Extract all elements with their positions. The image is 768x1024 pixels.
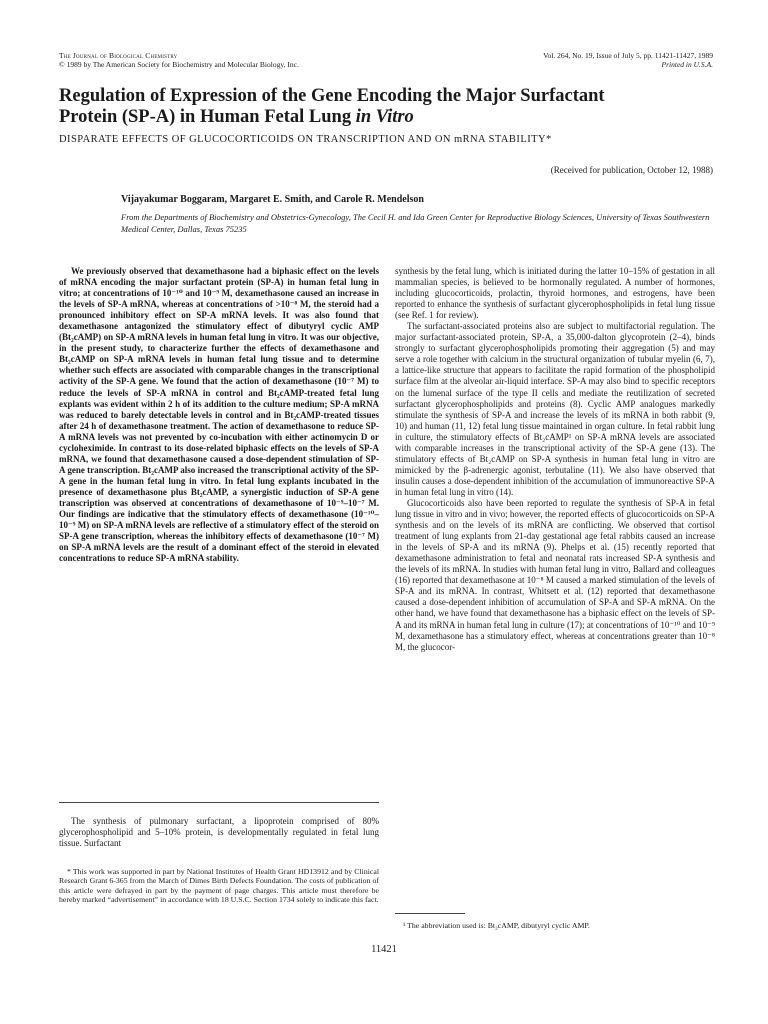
footnote-divider [395, 913, 465, 914]
volume-issue-pages: Vol. 264, No. 19, Issue of July 5, pp. 11421-11427, 1989 [543, 51, 713, 60]
body-paragraph-1: synthesis by the fetal lung, which is initiated during the latter 10–15% of gestation in all mammalian species, is believed to be hormonally regulated. A number of hormones, including glucocorticoids, prolactin, thyroid hormones, and estrogens, have been reported to enhance the synthesis of surfactant glycerophospholipids in fetal lung tissue (see Ref. 1 for review). [395, 266, 715, 321]
page-number: 11421 [371, 944, 397, 955]
received-date: (Received for publication, October 12, 1988) [550, 165, 713, 175]
abstract: We previously observed that dexamethasone had a biphasic effect on the levels of mRNA encoding the major surfactant protein (SP-A) in human fetal lung in vitro; at concentrations of 10⁻¹⁰ and 10⁻⁹ M, dexamethasone caused an increase in the levels of SP-A mRNA, whereas at concentrations of >10⁻⁸ M, the steroid had a pronounced inhibitory effect on SP-A mRNA levels. It was also found that dexamethasone antagonized the stimulatory effect of dibutyryl cyclic AMP (Bt₂cAMP) on SP-A mRNA levels in human fetal lung in vitro. It was our objective, in the present study, to characterize further the effects of dexamethasone and Bt₂cAMP on SP-A mRNA levels in human fetal lung tissue and to determine whether such effects are associated with comparable changes in the transcriptional activity of the SP-A gene. We found that the action of dexamethasone (10⁻⁷ M) to reduce the levels of SP-A mRNA in control and Bt₂cAMP-treated fetal lung explants was evident within 2 h of its addition to the culture medium; SP-A mRNA was reduced to barely detectable levels in control and in Bt₂cAMP-treated tissues after 24 h of dexamethasone treatment. The action of dexamethasone to reduce SP-A mRNA levels was not prevented by co-incubation with either actinomycin D or cycloheximide. In contrast to its dose-related biphasic effects on the levels of SP-A mRNA, we found that dexamethasone caused a dose-dependent stimulation of SP-A gene transcription. Bt₂cAMP also increased the transcriptional activity of the SP-A gene in the human fetal lung in vitro. In fetal lung explants incubated in the presence of dexamethasone plus Bt₂cAMP, a synergistic induction of SP-A gene transcription was observed at concentrations of dexamethasone of 10⁻⁹–10⁻⁷ M. Our findings are indicative that the stimulatory effects of dexamethasone (10⁻¹⁰–10⁻⁹ M) on SP-A mRNA levels are reflective of a stimulatory effect of the steroid on SP-A gene transcription, whereas the inhibitory effects of dexamethasone (10⁻⁷ M) on SP-A mRNA levels are the result of a dominant effect of the steroid in elevated concentrations to reduce SP-A mRNA stability. [59, 266, 379, 564]
volume-info [543, 52, 713, 69]
right-column [395, 266, 715, 653]
abstract-divider [59, 802, 379, 803]
affiliation: From the Departments of Biochemistry and Obstetrics-Gynecology, The Cecil H. and Ida Green Center for Reproductive Biology Sciences, University of Texas Southwestern Medical Center, Dallas, Texas 75235 [121, 212, 710, 234]
article-title [59, 86, 719, 128]
footnote-abbreviation: ¹ The abbreviation used is: Bt₂cAMP, dibutyryl cyclic AMP. [403, 921, 590, 930]
article-subtitle: DISPARATE EFFECTS OF GLUCOCORTICOIDS ON TRANSCRIPTION AND ON mRNA STABILITY* [59, 134, 552, 145]
intro-left [59, 816, 379, 849]
title-line-2-text: Protein (SP-A) in Human Fetal Lung [59, 107, 356, 127]
authors: Vijayakumar Boggaram, Margaret E. Smith, and Carole R. Mendelson [121, 194, 424, 205]
copyright-line: © 1989 by The American Society for Biochemistry and Molecular Biology, Inc. [59, 59, 299, 69]
left-column [59, 266, 379, 564]
journal-header [59, 52, 299, 69]
title-line-2 [59, 107, 719, 128]
title-in-vitro: in Vitro [355, 107, 414, 127]
printed-in: Printed in U.S.A. [661, 59, 713, 69]
body-paragraph-3: Glucocorticoids also have been reported to regulate the synthesis of SP-A in fetal lung tissue in vitro and in vivo; however, the reported effects of glucocorticoids on SP-A synthesis and on the levels of its mRNA are conflicting. We observed that cortisol treatment of lung explants from 21-day gestational age fetal rabbits caused an increase in the levels of SP-A and its mRNA (9). Phelps et al. (15) recently reported that dexamethasone administration to fetal and neonatal rats increased SP-A synthesis and the levels of its mRNA. In studies with human fetal lung in vitro, Ballard and colleagues (16) reported that dexamethasone at 10⁻⁸ M caused a marked stimulation of the levels of SP-A and its mRNA. In contrast, Whitsett et al. (12) reported that dexamethasone caused a dose-dependent inhibition of accumulation of SP-A and SP-A mRNA. On the other hand, we have found that dexamethasone has a biphasic effect on the levels of SP-A and its mRNA in human fetal lung in culture (17); at concentrations of 10⁻¹⁰ and 10⁻⁹ M, dexamethasone has a stimulatory effect, whereas at concentrations greater than 10⁻⁸ M, the glucocor- [395, 497, 715, 652]
title-line-1: Regulation of Expression of the Gene Encoding the Major Surfactant [59, 86, 605, 106]
footnote-funding: * This work was supported in part by National Institutes of Health Grant HD13912 and by Clinical Research Grant 6-365 from the March of Dimes Birth Defects Foundation. The costs of publication of this article were defrayed in part by the payment of page charges. This article must therefore be hereby marked “advertisement” in accordance with 18 U.S.C. Section 1734 solely to indicate this fact. [59, 867, 379, 905]
journal-name: The Journal of Biological Chemistry [59, 51, 178, 60]
intro-paragraph: The synthesis of pulmonary surfactant, a lipoprotein comprised of 80% glycerophospholipid and 5–10% protein, is developmentally regulated in fetal lung tissue. Surfactant [59, 816, 379, 849]
body-paragraph-2: The surfactant-associated proteins also are subject to multifactorial regulation. The major surfactant-associated protein, SP-A, a 35,000-dalton glycoprotein (2–4), binds strongly to surfactant glycerophospholipids promoting their aggregation (5) and may serve a role together with calcium in the structural organization of tubular myelin (6, 7), a lattice-like structure that appears to facilitate the rapid formation of the phospholipid surface film at the alveolar air-liquid interface. SP-A may also bind to specific receptors on the lumenal surface of the type II cells and mediate the reutilization of secreted surfactant glycerophospholipids and proteins (8). Cyclic AMP analogues markedly stimulate the synthesis of SP-A and increase the levels of its mRNA in both rabbit (9, 10) and human (11, 12) fetal lung tissue maintained in organ culture. In fetal rabbit lung in culture, the stimulatory effects of Bt₂cAMP¹ on SP-A mRNA levels are associated with comparable increases in the transcriptional activity of the SP-A gene (13). The stimulatory effects of Bt₂cAMP on SP-A synthesis in human fetal lung in vitro are mimicked by the β-adrenergic agonist, terbutaline (11). We also have observed that insulin causes a dose-dependent inhibition of the accumulation of immunoreactive SP-A in human fetal lung in vitro (14). [395, 321, 715, 497]
